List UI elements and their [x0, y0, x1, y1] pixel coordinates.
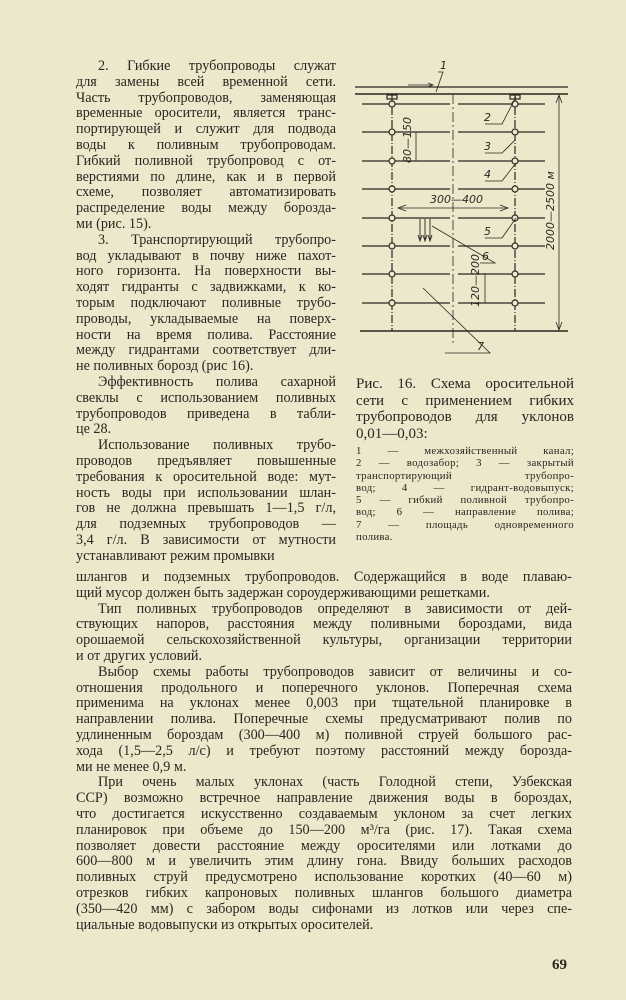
figure-caption	[356, 376, 574, 543]
text-line: верстиями по длине, как и в первой	[76, 169, 336, 185]
text-line: ССР) возможно встречное направление движения воды в бороздах,	[76, 791, 572, 807]
dim-300-400: 300—400	[430, 193, 483, 206]
text-line: для замены всей временной сети.	[76, 74, 336, 90]
text-line: временные оросители, является транс-	[76, 106, 336, 122]
dim-80-150: 80—150	[401, 117, 414, 163]
label-7: 7	[477, 340, 484, 353]
caption-legend	[356, 445, 574, 543]
text-line: (350—420 мм) с забором воды сифонами из лотков или через спе-	[76, 901, 572, 917]
text-line: свеклы с использованием поливных	[76, 390, 336, 406]
label-6: 6	[482, 250, 489, 263]
text-line: проводы, укладываемые на поверх-	[76, 311, 336, 327]
text-line: ного горизонта. На поверхности вы-	[76, 264, 336, 280]
caption-line: сети с применением гибких	[356, 392, 574, 409]
label-4: 4	[484, 168, 491, 181]
text-line: что достигается искусственно создаваемым уклоном за счет легких	[76, 806, 572, 822]
text-line: трубопроводов приведена в табли-	[76, 406, 336, 422]
text-line: Часть трубопроводов, заменяющая	[76, 90, 336, 106]
text-line: воды к поливным трубопроводам.	[76, 137, 336, 153]
hydrant-icon	[389, 158, 395, 164]
label-2: 2	[484, 111, 491, 124]
text-line: ходят гидранты с задвижками, к ко-	[76, 280, 336, 296]
label-3: 3	[484, 140, 491, 153]
dim-120-200: 120—200	[469, 254, 482, 307]
irrigation-network-diagram	[340, 55, 600, 375]
text-line: планировок при объеме до 150—200 м³/га (рис. 17). Такая схема	[76, 822, 572, 838]
caption-line: Рис. 16. Схема оросительной	[356, 376, 574, 392]
caption-line: 5 — гибкий поливной трубопро-	[356, 494, 574, 507]
dim-2000-2500: 2000—2500 м	[544, 171, 557, 250]
text-line: вод укладывают в почву ниже пахот-	[76, 248, 336, 264]
caption-line: вод; 4 — гидрант-водовыпуск;	[356, 481, 574, 494]
hydrant-icon	[512, 158, 518, 164]
hydrant-icon	[389, 186, 395, 192]
caption-line: транспортирующий трубопро-	[356, 469, 574, 482]
hydrant-icon	[389, 129, 395, 135]
caption-line: 0,01—0,03:	[356, 425, 428, 442]
page-number: 69	[552, 957, 567, 973]
caption-title	[356, 376, 574, 442]
hydrant-icon	[512, 101, 518, 107]
caption-line: трубопроводов для уклонов	[356, 409, 574, 425]
text-line: При очень малых уклонах (часть Голодной степи, Узбекская	[98, 775, 572, 791]
label-1: 1	[440, 59, 447, 72]
irrigation-direction-arrows	[418, 219, 432, 241]
text-line: гов не должна превышать 1—1,5 г/л,	[76, 501, 336, 517]
caption-line: 1 — межхозяйственный канал;	[356, 445, 574, 457]
hydrant-icon	[389, 215, 395, 221]
text-line: отношения продольного и поперечного уклонов. Поперечная схема	[76, 680, 572, 696]
text-line: отрезков гибких капроновых поливных шлангов большого диаметра	[76, 885, 572, 901]
text-line: Гибкий поливной трубопровод с от-	[76, 153, 336, 169]
text-line: ми (рис. 15).	[76, 216, 152, 232]
left-column-text	[76, 59, 336, 565]
text-line: удлиненным бороздам (300—400 м) поливной струей большого рас-	[76, 727, 572, 743]
text-line: 3,4 г/л. В зависимости от мутности	[76, 532, 336, 548]
text-line: ности на время полива. Расстояние	[76, 327, 336, 343]
caption-line: полива.	[356, 531, 393, 544]
text-line: схеме, позволяет автоматизировать	[76, 185, 336, 201]
text-line: между гидрантами соответствует дли-	[76, 343, 336, 359]
hydrant-icon	[389, 271, 395, 277]
text-line: шлангов и подземных трубопроводов. Содержащийся в воде плаваю-	[76, 570, 572, 585]
text-line: Тип поливных трубопроводов определяют в зависимости от дей-	[98, 601, 572, 617]
text-line: применима на уклонах менее 0,003 при тщательной планировке в	[76, 696, 572, 712]
text-line: Выбор схемы работы трубопроводов зависит от величины и со-	[98, 664, 572, 680]
label-5: 5	[484, 225, 491, 238]
text-line: направлении полива. Поперечные схемы предусматривают полив по	[76, 712, 572, 728]
text-line: портирующей и служит для подвода	[76, 122, 336, 138]
text-line: устанавливают режим промывки	[76, 548, 275, 564]
hydrant-icon	[389, 300, 395, 306]
hydrant-icon	[389, 101, 395, 107]
text-line: 600—800 м и увеличить этим длину гона. Ввиду больших расходов	[76, 854, 572, 870]
hydrant-icon	[512, 129, 518, 135]
text-line: 3. Транспортирующий трубопро-	[98, 232, 336, 248]
text-line: поливных струй предусмотрено использование коротких (40—60 м)	[76, 870, 572, 886]
text-line: и от других условий.	[76, 648, 203, 664]
text-line: ность воды при использовании шлан-	[76, 485, 336, 501]
text-line: не поливных борозд (рис 16).	[76, 359, 254, 375]
hydrant-icon	[512, 186, 518, 192]
text-line: ми не менее 0,9 м.	[76, 759, 187, 775]
text-line: хода (1,5—2,5 л/с) и требуют поэтому расстояний между борозда-	[76, 743, 572, 759]
text-line: орошаемой сельскохозяйственной культуры, организации территории	[76, 633, 572, 649]
text-line: 2. Гибкие трубопроводы служат	[98, 59, 336, 74]
text-line: торым подключают поливные трубо-	[76, 295, 336, 311]
hydrant-icon	[389, 243, 395, 249]
text-line: щий мусор должен быть задержан сороудерживающими решетками.	[76, 585, 490, 601]
text-line: це 28.	[76, 422, 112, 438]
text-line: циальные водовыпуски из открытых оросителей.	[76, 917, 374, 933]
text-line: Эффективность полива сахарной	[98, 374, 336, 390]
caption-line: вод; 6 — направление полива;	[356, 506, 574, 519]
caption-line: 2 — водозабор; 3 — закрытый	[356, 457, 574, 470]
hydrant-icon	[512, 271, 518, 277]
caption-line: 7 — площадь одновременного	[356, 518, 574, 531]
full-width-text	[76, 570, 572, 933]
text-line: проводов предъявляет повышенные	[76, 453, 336, 469]
text-line: для подземных трубопроводов —	[76, 517, 336, 533]
text-line: требования к оросительной воде: мут-	[76, 469, 336, 485]
hydrant-icon	[512, 243, 518, 249]
text-line: распределение воды между борозда-	[76, 201, 336, 217]
text-line: позволяет довести расстояние между оросителями или лотками до	[76, 838, 572, 854]
text-line: ствующих напоров, расстояния между поливными бороздами, вида	[76, 617, 572, 633]
hydrant-icon	[512, 300, 518, 306]
text-line: Использование поливных трубо-	[98, 438, 336, 454]
